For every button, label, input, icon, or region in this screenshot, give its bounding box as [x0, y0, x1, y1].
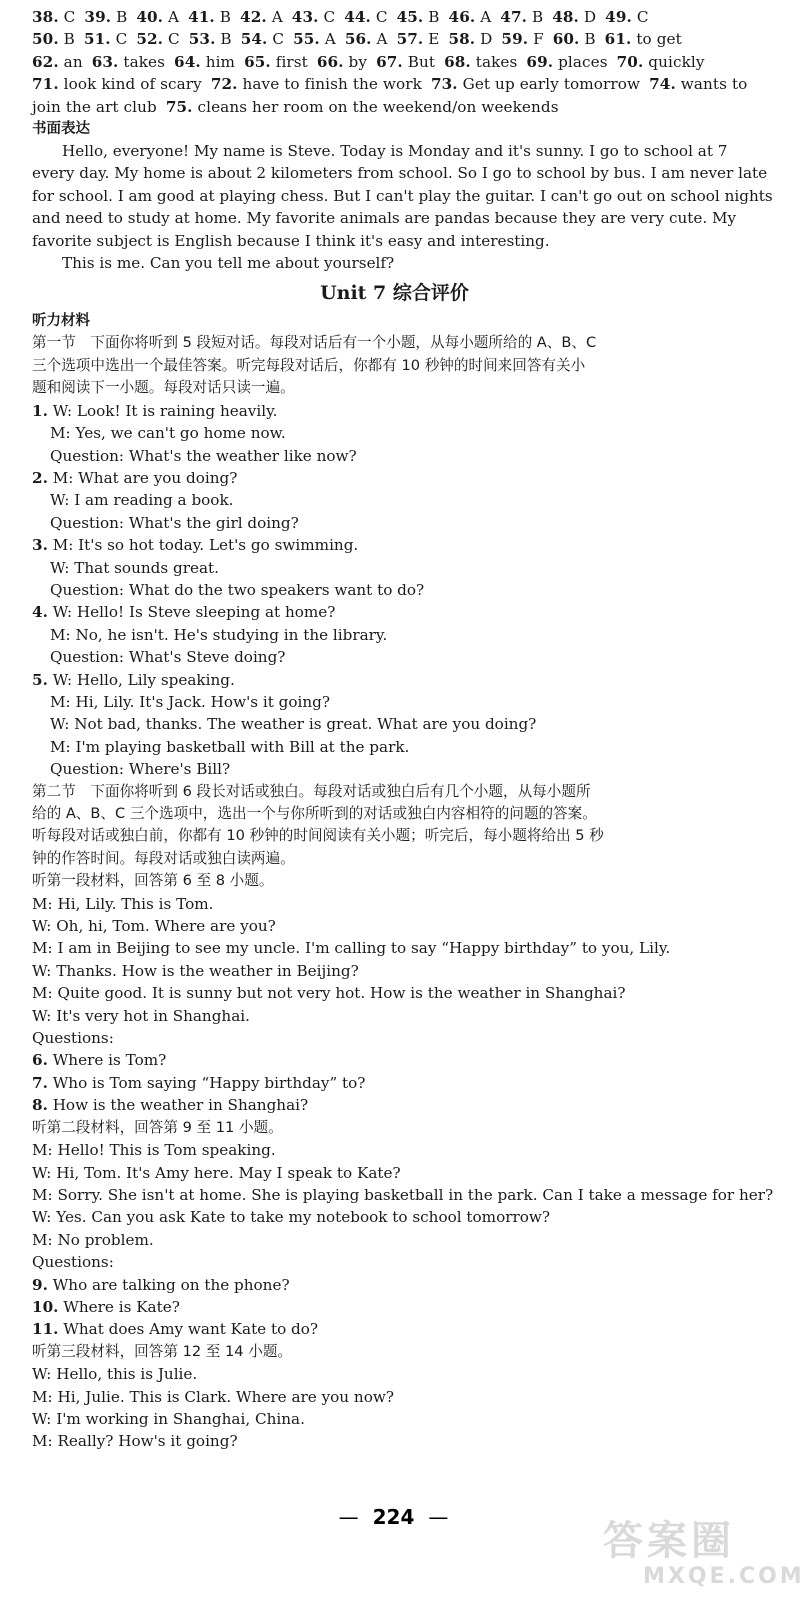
instruction-line: 给的 A、B、C 三个选项中，选出一个与你所听到的对话或独白内容相符的问题的答案。 [32, 805, 597, 822]
long-dialog-3 [32, 1341, 757, 1453]
dialog-text: Question: What's the girl doing? [50, 513, 299, 532]
answer-value: A [480, 8, 492, 26]
writing-line: favorite subject is English because I think it's easy and interesting. [32, 231, 550, 250]
footer-dash: — [428, 1505, 449, 1529]
answer-value: C [375, 8, 388, 26]
question-number: 7. [32, 1073, 48, 1092]
answer-item [444, 53, 517, 71]
answer-value: B [428, 8, 440, 26]
answer-value: to get [636, 30, 682, 49]
dialog-line [32, 691, 757, 713]
answer-number: 68. [444, 52, 471, 71]
dialog-text: W: Not bad, thanks. The weather is great. What are you doing? [50, 715, 537, 734]
dialog-text: Question: What do the two speakers want to do? [50, 580, 425, 599]
answer-number: 41. [188, 8, 215, 26]
answer-number: 65. [244, 52, 271, 71]
answer-line [32, 51, 757, 73]
answer-value: quickly [648, 52, 705, 71]
answer-item [553, 30, 596, 48]
answer-number: 60. [552, 30, 580, 49]
answer-item [431, 75, 640, 93]
answer-number: 48. [552, 8, 579, 26]
short-dialogs [32, 400, 757, 781]
answer-value: C [168, 30, 180, 49]
answer-number: 62. [32, 52, 59, 71]
answer-item [136, 30, 179, 48]
dialog-line [32, 713, 757, 735]
question-text: Where is Tom? [52, 1051, 167, 1070]
unit-title-en: Unit 7 [320, 282, 387, 305]
question-text: Who are talking on the phone? [52, 1275, 290, 1294]
dialog-line [32, 467, 757, 489]
answer-value: wants to [680, 75, 748, 94]
answer-value: D [583, 8, 597, 26]
answer-item [32, 30, 75, 48]
answer-value: C [636, 8, 649, 26]
writing-heading: 书面表达 [32, 121, 90, 138]
answer-number: 39. [84, 8, 112, 26]
dialog-line [32, 445, 757, 467]
answer-number: 67. [376, 52, 403, 71]
question-number: 9. [32, 1275, 48, 1294]
dialog-line: W: I'm working in Shanghai, China. [32, 1409, 305, 1428]
dialog-text: M: What are you doing? [52, 468, 238, 487]
answer-value: A [271, 8, 283, 26]
dialog-line: W: It's very hot in Shanghai. [32, 1006, 250, 1025]
dialog-number: 3. [32, 536, 48, 555]
dialog-line: W: Thanks. How is the weather in Beijing? [32, 961, 359, 980]
answer-value: places [558, 52, 608, 71]
dialog-line: W: Hi, Tom. It's Amy here. May I speak to Kate? [32, 1163, 401, 1182]
answer-item [552, 8, 596, 26]
dialog-line: M: No problem. [32, 1230, 154, 1249]
instruction-line: 听每段对话或独白前，你都有 10 秒钟的时间阅读有关小题；听完后，每小题将给出 5 秒 [32, 827, 604, 845]
answer-value: A [324, 30, 336, 49]
answer-key [32, 6, 757, 118]
answer-number: 71. [32, 75, 59, 94]
answer-value: join the art club [32, 97, 157, 116]
answer-item [32, 8, 75, 26]
dialog-line: W: Hello, this is Julie. [32, 1365, 198, 1384]
answer-value: B [220, 30, 232, 49]
writing-line: every day. My home is about 2 kilometers from school. So I go to school by bus. I am never late [32, 164, 768, 183]
dialog-line: M: Really? How's it going? [32, 1432, 238, 1451]
answer-number: 73. [430, 75, 458, 94]
answer-number: 47. [500, 8, 528, 26]
answer-item [605, 8, 648, 26]
answer-number: 55. [293, 30, 320, 49]
answer-value: him [205, 52, 236, 71]
answer-line [32, 6, 757, 28]
answer-number: 63. [91, 52, 119, 71]
dialog-line [32, 512, 757, 534]
part-intro: 听第一段材料，回答第 6 至 8 小题。 [32, 872, 274, 890]
listening-heading: 听力材料 [32, 313, 90, 330]
instruction-line: 三个选项中选出一个最佳答案。听完每段对话后，你都有 10 秒钟的时间来回答有关小 [32, 356, 586, 374]
dialog-line: M: Quite good. It is sunny but not very hot. How is the weather in Shanghai? [32, 984, 626, 1003]
answer-value: A [376, 30, 388, 49]
dialog-text: Question: What's Steve doing? [50, 648, 286, 667]
answer-item [241, 30, 284, 48]
writing-line: Hello, everyone! My name is Steve. Today is Monday and it's sunny. I go to school at 7 [62, 142, 728, 161]
answer-number: 45. [396, 8, 424, 26]
answer-item [32, 75, 202, 93]
answer-number: 54. [240, 30, 268, 49]
answer-item [189, 30, 232, 48]
question-text: Where is Kate? [63, 1297, 180, 1316]
answer-item [649, 75, 747, 93]
answer-value: A [168, 8, 180, 26]
answer-item [317, 53, 367, 71]
answer-value: E [428, 30, 440, 49]
answer-number: 66. [316, 52, 344, 71]
footer-dash: — [338, 1505, 359, 1529]
dialog-line [32, 557, 757, 579]
question-text: What does Amy want Kate to do? [63, 1320, 319, 1339]
answer-value: takes [475, 52, 518, 71]
writing-line: for school. I am good at playing chess. But I can't play the guitar. I can't go out on school nights [32, 186, 773, 205]
answer-value: B [63, 30, 75, 49]
dialog-line: M: Hello! This is Tom speaking. [32, 1141, 276, 1160]
answer-item [376, 53, 435, 71]
answer-item [211, 75, 422, 93]
answer-item [84, 8, 127, 26]
answer-item [397, 8, 440, 26]
dialog-text: M: It's so hot today. Let's go swimming. [52, 536, 359, 555]
answer-number: 58. [448, 30, 476, 49]
answer-item [397, 30, 440, 48]
answer-value: But [407, 52, 436, 71]
answer-value: C [272, 30, 285, 49]
answer-number: 70. [616, 52, 644, 71]
answer-item [605, 30, 682, 48]
answer-number: 72. [210, 75, 238, 94]
question-line [32, 1274, 757, 1296]
dialog-line: M: Hi, Julie. This is Clark. Where are you now? [32, 1387, 394, 1406]
answer-number: 59. [501, 30, 529, 49]
answer-value: F [533, 30, 544, 49]
answer-item [617, 53, 705, 71]
answer-item [526, 53, 607, 71]
dialog-number: 2. [32, 468, 48, 487]
writing-paragraph [32, 140, 773, 274]
dialog-text: M: Hi, Lily. It's Jack. How's it going? [50, 692, 331, 711]
question-line [32, 1094, 757, 1116]
answer-number: 56. [344, 30, 372, 49]
dialog-text: Question: Where's Bill? [50, 760, 231, 779]
answer-number: 43. [291, 8, 319, 26]
instruction-line: 第二节 下面你将听到 6 段长对话或独白。每段对话或独白后有几个小题，从每小题所 [32, 782, 591, 800]
answer-number: 51. [83, 30, 111, 49]
answer-value: look kind of scary [63, 75, 202, 94]
questions-label: Questions: [32, 1029, 114, 1048]
dialog-number: 5. [32, 670, 48, 689]
answer-line [32, 73, 757, 95]
writing-line: and need to study at home. My favorite animals are pandas because they are very cute. My [32, 209, 737, 228]
question-number: 6. [32, 1051, 48, 1070]
dialog-text: M: No, he isn't. He's studying in the library. [50, 625, 388, 644]
answer-value: first [275, 52, 308, 71]
part-intro: 听第二段材料，回答第 9 至 11 小题。 [32, 1118, 283, 1136]
answer-value: B [116, 8, 128, 26]
answer-number: 52. [136, 30, 164, 49]
answer-item [345, 30, 388, 48]
dialog-line: M: Sorry. She isn't at home. She is playing basketball in the park. Can I take a message for her? [32, 1185, 774, 1204]
dialog-text: M: Yes, we can't go home now. [50, 424, 286, 443]
answer-item [166, 98, 559, 116]
dialog-text: W: I am reading a book. [50, 491, 234, 510]
instruction-line: 钟的作答时间。每段对话或独白读两遍。 [32, 849, 295, 867]
dialog-line: M: I am in Beijing to see my uncle. I'm calling to say “Happy birthday” to you, Lily. [32, 939, 671, 958]
answer-value: takes [123, 52, 166, 71]
dialog-text: Question: What's the weather like now? [50, 446, 357, 465]
writing-closing: This is me. Can you tell me about yourself? [62, 254, 395, 273]
dialog-number: 4. [32, 603, 48, 622]
answer-number: 44. [344, 8, 371, 26]
dialog-line [32, 489, 757, 511]
dialog-line [32, 758, 757, 780]
answer-item [92, 53, 165, 71]
answer-number: 75. [165, 97, 193, 116]
answer-number: 42. [240, 8, 267, 26]
question-line [32, 1318, 757, 1340]
dialog-line [32, 624, 757, 646]
answer-value: by [348, 52, 368, 71]
answer-value: C [63, 8, 76, 26]
answer-item [136, 8, 179, 26]
answer-item [174, 53, 235, 71]
question-line [32, 1049, 757, 1071]
answer-item [448, 30, 492, 48]
answer-number: 53. [188, 30, 216, 49]
answer-item [293, 30, 336, 48]
answer-number: 57. [396, 30, 424, 49]
answer-item [344, 8, 387, 26]
answer-value: cleans her room on the weekend/on weekends [197, 97, 559, 116]
dialog-line [32, 579, 757, 601]
answer-line [32, 28, 757, 50]
question-text: Who is Tom saying “Happy birthday” to? [52, 1073, 366, 1092]
answer-value: have to finish the work [242, 75, 422, 94]
watermark-domain: MXQE.COM [643, 1564, 805, 1589]
question-line [32, 1072, 757, 1094]
dialog-line: M: Hi, Lily. This is Tom. [32, 894, 214, 913]
dialog-line [32, 669, 757, 691]
answer-item [244, 53, 308, 71]
question-line [32, 1296, 757, 1318]
answer-number: 61. [604, 30, 632, 49]
question-number: 10. [32, 1297, 59, 1316]
long-dialog-2 [32, 1117, 774, 1341]
dialog-number: 1. [32, 401, 48, 420]
answer-value: C [115, 30, 128, 49]
dialog-text: W: Hello! Is Steve sleeping at home? [52, 603, 336, 622]
answer-item [292, 8, 335, 26]
answer-item [188, 8, 231, 26]
answer-value: D [480, 30, 493, 49]
dialog-text: W: Hello, Lily speaking. [52, 670, 235, 689]
questions-label: Questions: [32, 1253, 114, 1272]
answer-number: 64. [174, 52, 201, 71]
page-number: 224 [372, 1505, 415, 1529]
dialog-text: M: I'm playing basketball with Bill at the park. [50, 737, 410, 756]
answer-item [500, 8, 543, 26]
instruction-line: 第一节 下面你将听到 5 段短对话。每段对话后有一个小题，从每小题所给的 A、B、C [32, 334, 597, 352]
question-text: How is the weather in Shanghai? [52, 1096, 309, 1115]
answer-value: C [323, 8, 336, 26]
answer-item [240, 8, 283, 26]
answer-value: Get up early tomorrow [462, 75, 641, 94]
answer-item [32, 98, 157, 116]
question-number: 8. [32, 1096, 48, 1115]
section2-instructions [32, 781, 757, 871]
unit-title [32, 278, 757, 308]
answer-number: 46. [448, 8, 476, 26]
answer-value: an [63, 52, 83, 71]
answer-number: 40. [136, 8, 164, 26]
question-number: 11. [32, 1320, 59, 1339]
dialog-line [32, 646, 757, 668]
part-intro: 听第三段材料，回答第 12 至 14 小题。 [32, 1342, 293, 1360]
dialog-line [32, 534, 757, 556]
answer-line [32, 96, 757, 118]
instruction-line: 题和阅读下一小题。每段对话只读一遍。 [32, 379, 295, 397]
answer-value: B [584, 30, 596, 49]
answer-number: 38. [32, 8, 59, 26]
answer-value: B [531, 8, 544, 26]
dialog-line: W: Oh, hi, Tom. Where are you? [32, 917, 276, 936]
dialog-text: W: Look! It is raining heavily. [52, 401, 278, 420]
answer-item [84, 30, 127, 48]
unit-title-cn: 综合评价 [392, 282, 469, 305]
dialog-line [32, 736, 757, 758]
answer-number: 50. [32, 30, 59, 49]
answer-number: 74. [649, 75, 676, 94]
dialog-line [32, 400, 757, 422]
section1-instructions [32, 332, 757, 399]
answer-item [449, 8, 492, 26]
dialog-text: W: That sounds great. [50, 558, 219, 577]
site-watermark-logo [603, 1518, 805, 1596]
answer-number: 49. [605, 8, 632, 26]
dialog-line [32, 601, 757, 623]
answer-item [32, 53, 83, 71]
watermark-glyphs: 答案圈 [603, 1518, 735, 1564]
answer-number: 69. [526, 52, 554, 71]
dialog-line [32, 422, 757, 444]
answer-value: B [219, 8, 232, 26]
answer-item [501, 30, 543, 48]
dialog-line: W: Yes. Can you ask Kate to take my notebook to school tomorrow? [32, 1208, 551, 1227]
long-dialog-1 [32, 870, 757, 1116]
